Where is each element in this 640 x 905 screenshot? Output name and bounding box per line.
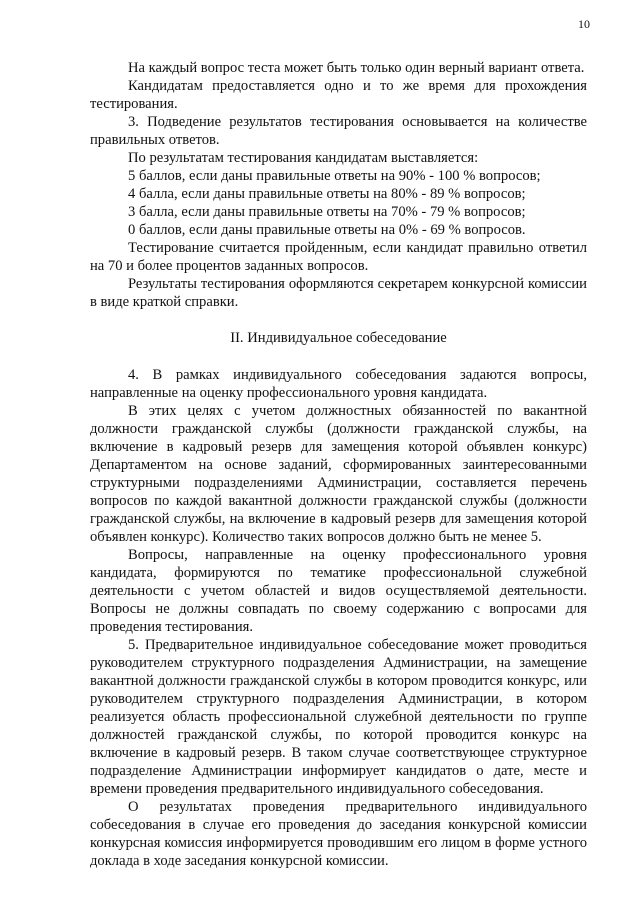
paragraph: О результатах проведения предварительного индивидуального собеседования в случае его проведения до заседания конкурсной комиссии конкурсная комиссия информируется проводившим его лицом в форме устного доклада в ходе заседания конкурсной комиссии.: [90, 799, 587, 869]
paragraph: По результатам тестирования кандидатам выставляется:: [128, 150, 479, 166]
paragraph: Результаты тестирования оформляются секретарем конкурсной комиссии в виде краткой справки.: [90, 276, 587, 310]
paragraph: 4. В рамках индивидуального собеседования задаются вопросы, направленные на оценку профессионального уровня кандидата.: [90, 367, 587, 401]
paragraph: В этих целях с учетом должностных обязанностей по вакантной должности гражданской службы (должности гражданской службы, на включение в кадровый резерв для замещения которой объявлен конкурс) Департаментом на основе заданий, сформированных заинтересованными структурными подразделениями Администрации, составляется перечень вопросов по каждой вакантной должности гражданской службы (должности гражданской службы, на включение в кадровый резерв для замещения которой объявлен конкурс). Количество таких вопросов должно быть не менее 5.: [90, 403, 587, 545]
paragraph: Вопросы, направленные на оценку профессионального уровня кандидата, формируются по тематике профессиональной служебной деятельности с учетом областей и видов осуществляемой деятельности. Вопросы не должны совпадать по своему содержанию с вопросами для проведения тестирования.: [90, 547, 587, 635]
paragraph: На каждый вопрос теста может быть только один верный вариант ответа.: [128, 60, 585, 76]
score-line: 5 баллов, если даны правильные ответы на 90% - 100 % вопросов;: [128, 168, 541, 184]
paragraph: Кандидатам предоставляется одно и то же время для прохождения тестирования.: [90, 78, 587, 112]
document-body: [90, 59, 587, 870]
page-number: 10: [578, 17, 590, 31]
score-line: 3 балла, если даны правильные ответы на 70% - 79 % вопросов;: [128, 204, 526, 220]
paragraph: 5. Предварительное индивидуальное собеседование может проводиться руководителем структурного подразделения Администрации, на замещение вакантной должности гражданской службы в котором проводится конкурс, или руководителем структурного подразделения Администрации, в котором реализуется область профессиональной служебной деятельности по группе должностей гражданской службы, по которой проводится конкурс на включение в кадровый резерв. В таком случае соответствующее структурное подразделение Администрации информирует кандидатов о дате, месте и времени проведения предварительного индивидуального собеседования.: [90, 637, 587, 797]
paragraph: 3. Подведение результатов тестирования основывается на количестве правильных ответов.: [90, 114, 587, 148]
paragraph: Тестирование считается пройденным, если кандидат правильно ответил на 70 и более процентов заданных вопросов.: [90, 240, 587, 274]
section-heading: II. Индивидуальное собеседование: [230, 330, 447, 346]
score-line: 0 баллов, если даны правильные ответы на 0% - 69 % вопросов.: [128, 222, 526, 238]
score-line: 4 балла, если даны правильные ответы на 80% - 89 % вопросов;: [128, 186, 526, 202]
